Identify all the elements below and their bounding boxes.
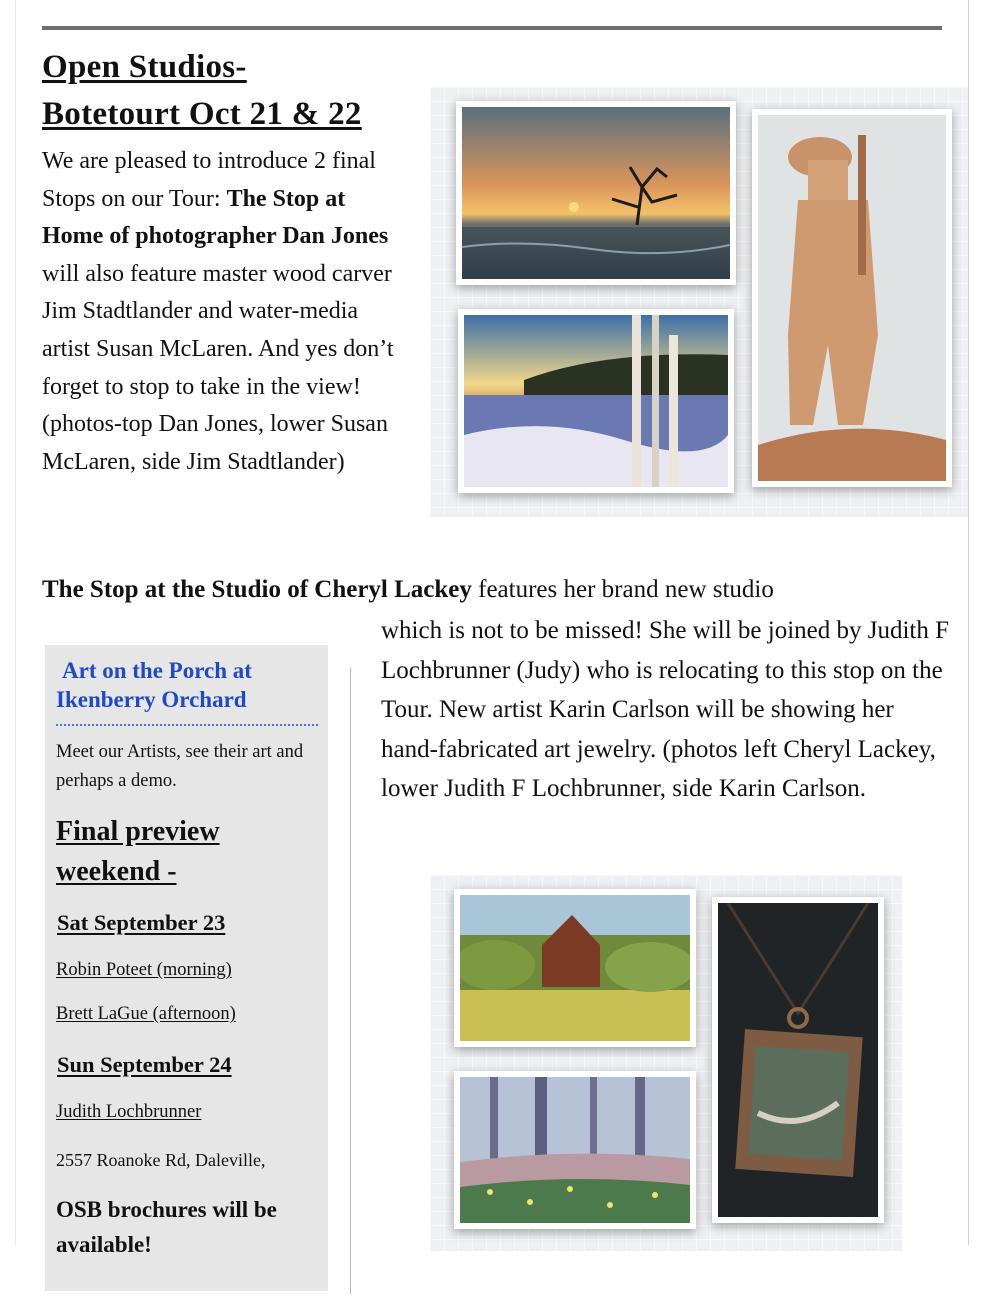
final-preview-heading — [56, 812, 326, 892]
stop2-paragraph: which is not to be missed! She will be joined by Judith F Lochbrunner (Judy) who is relocating to this stop on the Tour. New artist Karin Carlson will be showing her hand-fabricated art jewelry. (photos left Cheryl Lackey, lower Judith F Lochbrunner, side Karin Carlson. — [381, 617, 950, 803]
photo-collage-dan-jones — [430, 87, 968, 517]
day2-heading: Sun September 24 — [57, 1052, 232, 1077]
page-title — [42, 44, 362, 138]
sidebar-title — [56, 656, 326, 714]
winter-painting — [458, 309, 734, 493]
photo-collage-cheryl-lackey — [430, 875, 902, 1251]
sidebar-title-line-2: Ikenberry Orchard — [56, 687, 247, 712]
final-preview-line-1: Final preview — [56, 816, 220, 847]
address: 2557 Roanoke Rd, Daleville, — [56, 1150, 266, 1170]
wood-carving-soldier — [752, 109, 952, 487]
sidebar-divider — [56, 724, 318, 726]
final-preview-line-2: weekend - — [56, 856, 177, 887]
soldier-carving-image — [758, 115, 946, 481]
daffodils-painting — [454, 1071, 696, 1229]
stop2-first-text: features her brand new studio — [478, 576, 774, 603]
day2-artist: Judith Lochbrunner — [56, 1102, 202, 1122]
intro-body: will also feature master wood carver Jim Stadtlander and water-media artist Susan McLaren. And yes don’t forget to stop to take in the view! (photos-top Dan Jones, lower Susan McLaren, side Jim Stadtlander) — [42, 260, 394, 475]
top-rule — [42, 26, 942, 30]
sunset-image — [462, 107, 730, 279]
pendant-jewelry — [712, 897, 884, 1223]
sunset-photo — [456, 101, 736, 285]
day1-artist-2: Brett LaGue (afternoon) — [56, 1004, 236, 1024]
winter-image — [464, 315, 728, 487]
title-line-1: Open Studios- — [42, 49, 247, 85]
day1-artist-1: Robin Poteet (morning) — [56, 960, 232, 980]
page-left-edge — [15, 0, 16, 1245]
page-right-edge — [968, 0, 969, 1245]
daffodils-image — [460, 1077, 690, 1223]
title-line-2: Botetourt Oct 21 & 22 — [42, 96, 362, 132]
sidebar-meet-text: Meet our Artists, see their art and perhaps a demo. — [56, 742, 304, 791]
stop2-first-line — [42, 570, 942, 610]
brochure-note: OSB brochures will be available! — [56, 1197, 277, 1257]
pendant-image — [718, 903, 878, 1217]
stop2-name: The Stop at the Studio of Cheryl Lackey — [42, 576, 472, 603]
intro-lead: We are pleased to introduce 2 final Stops on our Tour: — [42, 148, 376, 212]
column-divider — [350, 668, 351, 1294]
intro-paragraph — [42, 143, 412, 481]
intro-stop-name: The Stop at Home of photographer Dan Jones — [42, 185, 389, 250]
day1-heading: Sat September 23 — [57, 910, 226, 935]
barn-image — [460, 895, 690, 1041]
barn-painting — [454, 889, 696, 1047]
sidebar-title-line-1: Art on the Porch at — [62, 658, 252, 683]
